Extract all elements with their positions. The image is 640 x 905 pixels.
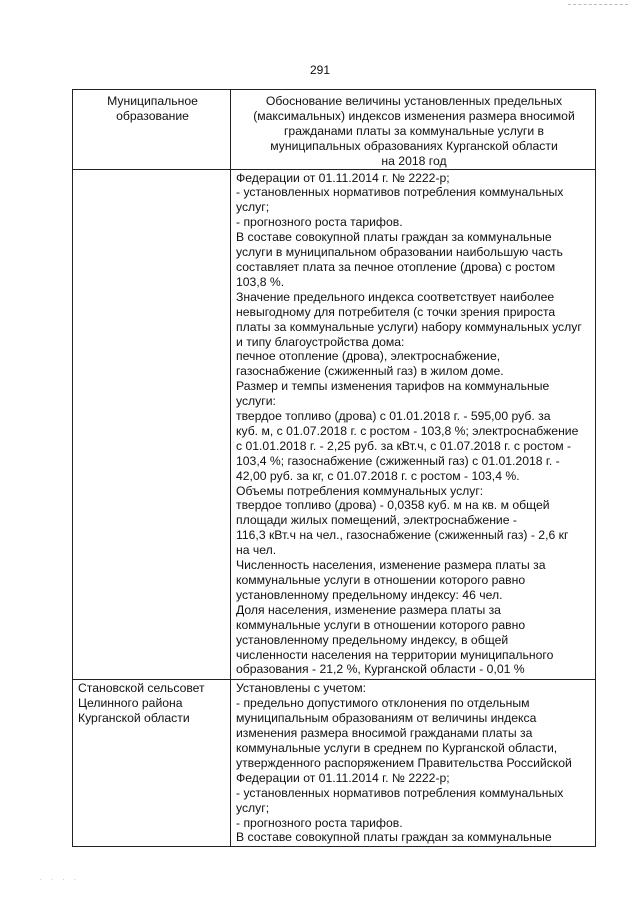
table-row	[73, 680, 596, 847]
text-line: услуг;	[236, 200, 270, 215]
text-line: Значение предельного индекса соответствует наиболее	[236, 289, 555, 304]
text-line: установленному предельному индексу: 46 чел.	[236, 587, 503, 602]
text-line: газоснабжение (сжиженный газ) в жилом доме.	[236, 364, 504, 379]
text-line: Становской сельсовет	[78, 681, 205, 696]
header-text-line: муниципальных образованиях Курганской области	[270, 138, 558, 153]
text-line: В составе совокупной платы граждан за коммунальные	[236, 230, 552, 245]
text-line: муниципальным образованиям от величины индекса	[236, 711, 537, 726]
text-line: Размер и темпы изменения тарифов на коммунальные	[236, 379, 550, 394]
text-line: Объемы потребления коммунальных услуг:	[236, 483, 484, 498]
scan-artifact: . . . .	[40, 876, 80, 882]
text-line: Численность населения, изменение размера платы за	[236, 558, 546, 573]
text-line: составляет плата за печное отопление (дрова) с ростом	[236, 259, 556, 274]
text-line: платы за коммунальные услуги) набору коммунальных услуг	[236, 319, 582, 334]
header-text-line: (максимальных) индексов изменения размера вносимой	[253, 108, 575, 123]
text-line: 116,3 кВт.ч на чел., газоснабжение (сжиженный газ) - 2,6 кг	[236, 528, 569, 543]
text-line: - установленных нормативов потребления коммунальных	[236, 185, 564, 200]
municipality-cell	[73, 680, 231, 847]
header-text-line: Обоснование величины установленных предельных	[265, 94, 563, 108]
header-justification	[231, 90, 596, 170]
tariff-justification-table	[72, 89, 596, 847]
text-line: численности населения на территории муниципального	[236, 647, 554, 662]
justification-cell	[231, 680, 596, 847]
header-municipality	[73, 90, 231, 170]
text-line: образования - 21,2 %, Курганской области - 0,01 %	[236, 662, 525, 677]
text-line: утвержденного распоряжением Правительства Российской	[236, 755, 572, 770]
header-text-line: Муниципальное	[107, 94, 198, 108]
text-line: с 01.01.2018 г. - 2,25 руб. за кВт.ч, с 01.07.2018 г. с ростом -	[236, 438, 572, 453]
text-line: площади жилых помещений, электроснабжение -	[236, 513, 517, 528]
text-line: изменения размера вносимой гражданами платы за	[236, 726, 533, 741]
text-line: Курганской области	[78, 711, 190, 726]
text-line: твердое топливо (дрова) с 01.01.2018 г. - 595,00 руб. за	[236, 409, 551, 424]
header-text-line: на 2018 год	[381, 153, 447, 168]
text-line: 42,00 руб. за кг, с 01.07.2018 г. с ростом - 103,4 %.	[236, 468, 520, 483]
text-line: и типу благоустройства дома:	[236, 334, 405, 349]
text-line: 103,8 %.	[236, 274, 285, 289]
text-line: услуг;	[236, 800, 270, 815]
text-line: куб. м, с 01.07.2018 г. с ростом - 103,8 %; электроснабжение	[236, 423, 579, 438]
scan-artifact	[568, 4, 628, 6]
text-line: коммунальные услуги в отношении которого равно	[236, 617, 526, 632]
text-line: твердое топливо (дрова) - 0,0358 куб. м на кв. м общей	[236, 498, 550, 513]
municipality-cell	[73, 169, 231, 680]
text-line: Доля населения, изменение размера платы за	[236, 602, 501, 617]
header-text-line: образование	[116, 108, 189, 123]
text-line: - предельно допустимого отклонения по отдельным	[236, 696, 530, 711]
text-line: Федерации от 01.11.2014 г. № 2222-р;	[236, 770, 450, 785]
text-line: В составе совокупной платы граждан за коммунальные	[236, 830, 552, 845]
text-line: - прогнозного роста тарифов.	[236, 815, 403, 830]
text-line: Целинного района	[78, 696, 183, 711]
text-line: услуги:	[236, 394, 276, 409]
text-line: - прогнозного роста тарифов.	[236, 215, 403, 230]
text-line: - установленных нормативов потребления коммунальных	[236, 785, 564, 800]
justification-cell	[231, 169, 596, 680]
table-header-row	[73, 90, 596, 170]
text-line: услуги в муниципальном образовании наибольшую часть	[236, 245, 563, 260]
text-line: печное отопление (дрова), электроснабжение,	[236, 349, 501, 364]
page-number: 291	[309, 63, 331, 77]
text-line: на чел.	[236, 543, 277, 558]
text-line: установленному предельному индексу, в общей	[236, 632, 509, 647]
text-line: коммунальные услуги в отношении которого равно	[236, 573, 526, 587]
table-row	[73, 169, 596, 680]
text-line: Федерации от 01.11.2014 г. № 2222-р;	[236, 170, 450, 185]
text-line: коммунальные услуги в среднем по Курганской области,	[236, 740, 558, 755]
text-line: Установлены с учетом:	[236, 681, 366, 696]
text-line: 103,4 %; газоснабжение (сжиженный газ) с 01.01.2018 г. -	[236, 453, 560, 468]
text-line: невыгодному для потребителя (с точки зрения прироста	[236, 304, 556, 319]
header-text-line: гражданами платы за коммунальные услуги в	[283, 123, 545, 138]
